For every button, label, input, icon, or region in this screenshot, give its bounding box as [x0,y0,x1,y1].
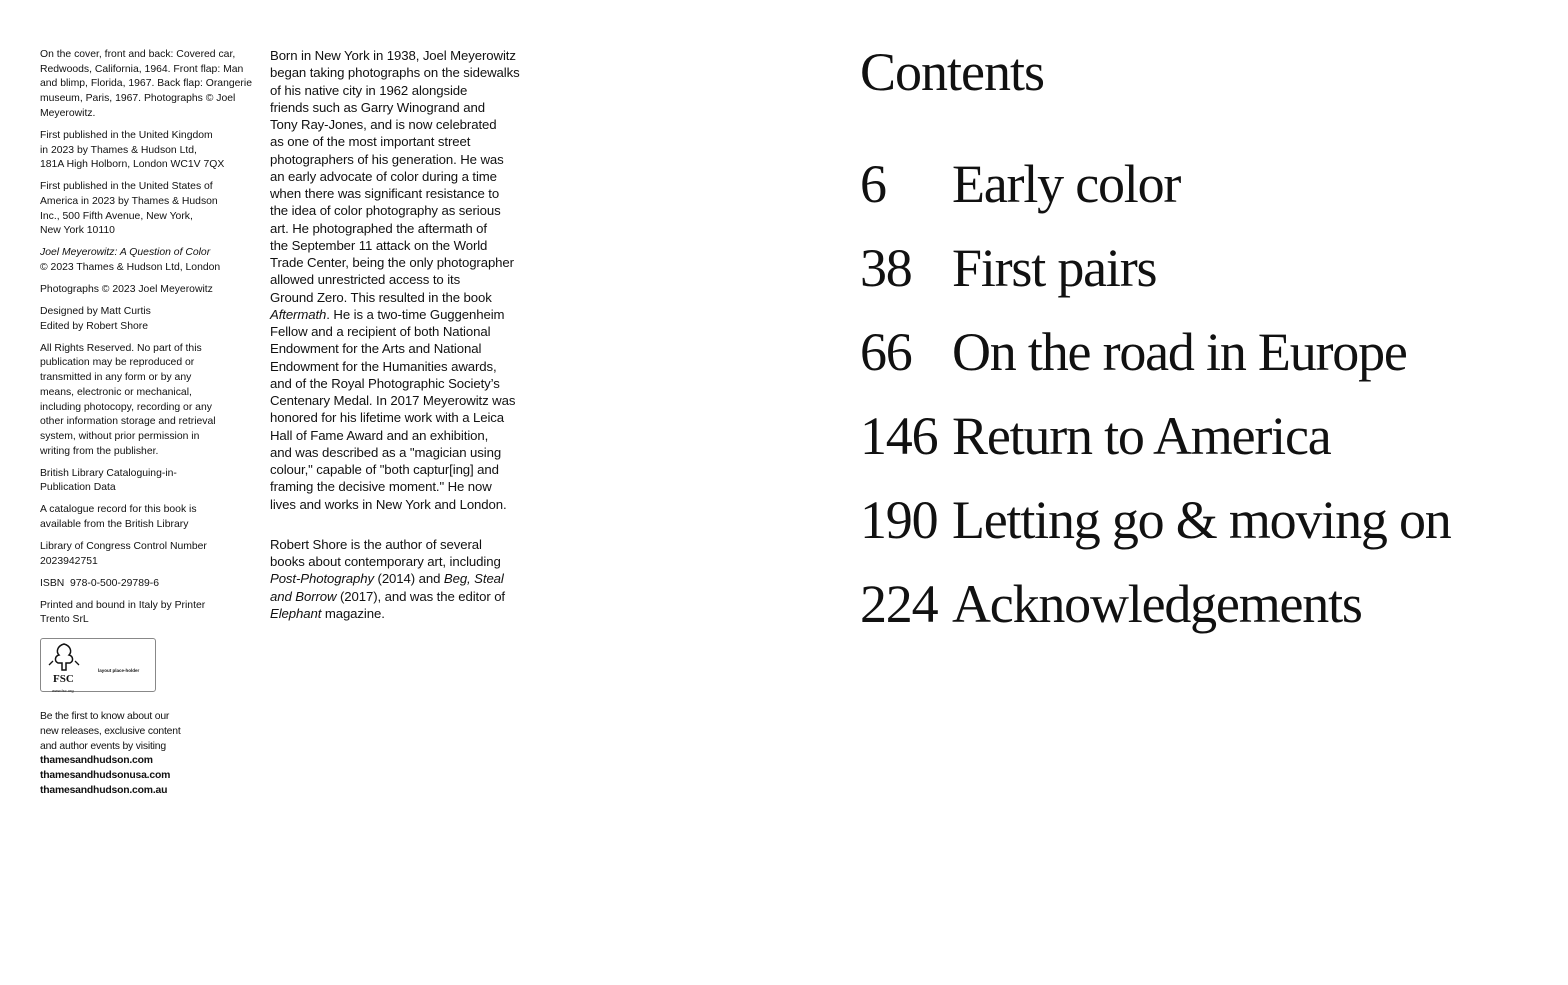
newsletter: Be the first to know about our new releases, exclusive content and author events by visiting thamesandhudson.com thamesandhudsonusa.com thamesandhudson.com.au [40,710,252,798]
toc-item[interactable] [860,316,1540,400]
toc-item[interactable] [860,148,1540,232]
toc-chapter-title: Return to America [952,406,1331,466]
fsc-label: FSC [53,673,74,686]
toc-item[interactable] [860,400,1540,484]
fsc-logo-box [40,638,156,692]
toc-page-number: 190 [860,490,938,550]
toc-page-number: 38 [860,238,912,298]
toc-chapter-title: On the road in Europe [952,322,1407,382]
rights-notice: All Rights Reserved. No part of this publication may be reproduced or transmitted in any form or by any means, electronic or mechanical, including photocopy, recording or any other information storage and retrieval system, without prior permission in writing from the publisher. [40,342,216,457]
toc-chapter-title: Letting go & moving on [952,490,1451,550]
biographies [270,47,552,645]
book-beg-steal: Beg, Steal [443,571,504,587]
fsc-placeholder: layout place-holder [98,668,140,674]
copyright: © 2023 Thames & Hudson Ltd, London [40,262,221,274]
link-au[interactable]: thamesandhudson.com.au [40,784,168,796]
us-publication: First published in the United States of America in 2023 by Thames & Hudson Inc., 500 Fifth Avenue, New York, New York 10110 [40,181,218,237]
printed-by: Printed and bound in Italy by Printer Trento SrL [40,599,206,626]
fsc-url: www.fsc.org [52,688,74,694]
book-title: Joel Meyerowitz: A Question of Color [40,247,211,259]
isbn: ISBN 978-0-500-29789-6 [40,577,159,589]
toc-chapter-title: Early color [952,154,1181,214]
credits [40,305,252,334]
catalogue-record: A catalogue record for this book is available from the British Library [40,504,197,531]
copyright-block [40,246,252,275]
toc-item[interactable] [860,568,1540,652]
photographs-copyright: Photographs © 2023 Joel Meyerowitz [40,284,213,296]
toc-item[interactable] [860,232,1540,316]
edited-by: Edited by Robert Shore [40,320,149,332]
toc-page-number: 6 [860,154,886,214]
cover-credit: On the cover, front and back: Covered car, Redwoods, California, 1964. Front flap: Man and blimp, Florida, 1967. Back flap: Orangerie museum, Paris, 1967. Photographs © Joel Meyerowitz. [40,49,252,119]
table-of-contents [860,148,1540,652]
toc-page-number: 146 [860,406,938,466]
fsc-tree-icon [44,641,84,673]
magazine-elephant: Elephant [270,605,322,621]
toc-page-number: 224 [860,574,938,634]
toc-chapter-title: First pairs [952,238,1157,298]
toc-page-number: 66 [860,322,912,382]
uk-publication: First published in the United Kingdom in 2023 by Thames & Hudson Ltd, 181A High Holborn, London WC1V 7QX [40,129,225,171]
cataloguing: British Library Cataloguing-in- Publication Data [40,467,177,494]
designed-by: Designed by Matt Curtis [40,306,151,318]
shore-bio: Robert Shore is the author of several books about contemporary art, including Post-Photography (2014) and Beg, Steal and Borrow (2017), and was the editor of Elephant magazine. [270,536,505,621]
colophon [40,48,252,798]
contents-title: Contents [860,42,1045,102]
aftermath-title: Aftermath [270,306,327,322]
toc-chapter-title: Acknowledgements [952,574,1362,634]
book-post-photography: Post-Photography [270,571,374,587]
link-usa[interactable]: thamesandhudsonusa.com [40,769,171,781]
meyerowitz-bio: Born in New York in 1938, Joel Meyerowitz began taking photographs on the sidewalks of his native city in 1962 alongside friends such as Garry Winogrand and Tony Ray-Jones, and is now celebrated as one of the most important street photographers of his generation. He was an early advocate of color during a time when there was significant resistance to the idea of color photography as serious art. He photographed the aftermath of the September 11 attack on the World Trade Center, being the only photographer allowed unrestricted access to its Ground Zero. This resulted in the book Aftermath. He is a two-time Guggenheim Fellow and a recipient of both National Endowment for the Arts and National Endowment for the Humanities awards, and of the Royal Photographic Society’s Centenary Medal. In 2017 Meyerowitz was honored for his lifetime work with a Leica Hall of Fame Award and an exhibition, and was described as a "magician using colour," capable of "both captur[ing] and framing the decisive moment." He now lives and works in New York and London. [270,48,520,512]
loc-number: Library of Congress Control Number 2023942751 [40,541,207,567]
toc-item[interactable] [860,484,1540,568]
link-uk[interactable]: thamesandhudson.com [40,755,153,767]
